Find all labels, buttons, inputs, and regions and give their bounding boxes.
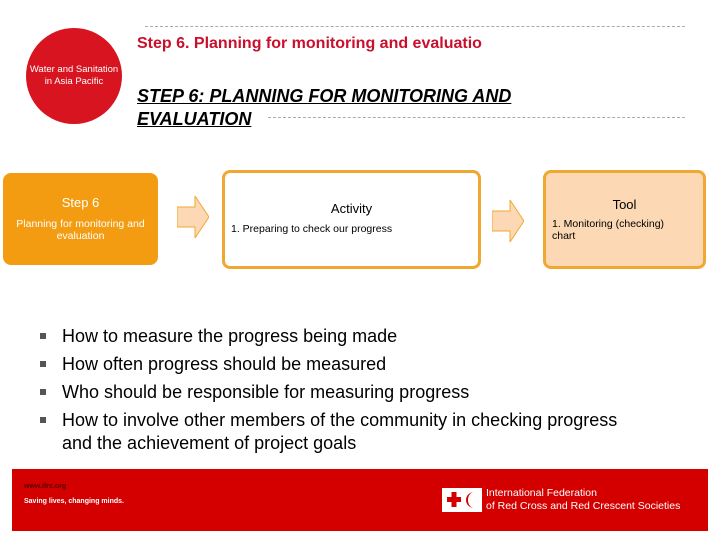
list-item-text: How to involve other members of the community in checking progress and the achievement of project goals (62, 410, 618, 453)
step-box (3, 173, 158, 265)
bullet-list (40, 325, 640, 460)
list-item-text: Who should be responsible for measuring progress (62, 382, 470, 402)
step-text: Planning for monitoring and evaluation (16, 218, 145, 242)
arrow-right-icon (492, 200, 524, 242)
list-item (40, 409, 640, 455)
bullet-icon (40, 389, 46, 395)
org-name-line1: International Federation (486, 487, 597, 499)
top-divider (145, 26, 685, 27)
bullet-icon (40, 361, 46, 367)
footer-tagline: Saving lives, changing minds. (24, 498, 124, 505)
bullet-icon (40, 333, 46, 339)
footer-bar (12, 469, 708, 531)
footer-url[interactable]: www.ifrc.org (24, 483, 67, 490)
org-name-line2: of Red Cross and Red Crescent Societies (486, 500, 681, 512)
bullet-icon (40, 417, 46, 423)
list-item (40, 325, 640, 348)
tool-title: Tool (612, 197, 637, 212)
activity-box (222, 170, 481, 269)
red-cross-crescent-logo-icon (442, 488, 482, 512)
page-heading: STEP 6: PLANNING FOR MONITORING AND EVALUATION (137, 86, 512, 129)
slide-title: Step 6. Planning for monitoring and evaluatio (137, 35, 482, 52)
list-item-text: How often progress should be measured (62, 354, 387, 374)
activity-title: Activity (330, 201, 373, 216)
tool-box (543, 170, 706, 269)
list-item (40, 381, 640, 404)
list-item (40, 353, 640, 376)
tool-text: 1. Monitoring (checking) chart (552, 218, 665, 242)
footer-org-name (486, 487, 680, 513)
arrow-right-icon (177, 196, 209, 238)
list-item-text: How to measure the progress being made (62, 326, 398, 346)
org-badge (26, 28, 122, 124)
org-badge-text: Water and Sanitation in Asia Pacific (29, 64, 119, 87)
activity-text: 1. Preparing to check our progress (231, 223, 393, 235)
step-title: Step 6 (61, 195, 100, 210)
